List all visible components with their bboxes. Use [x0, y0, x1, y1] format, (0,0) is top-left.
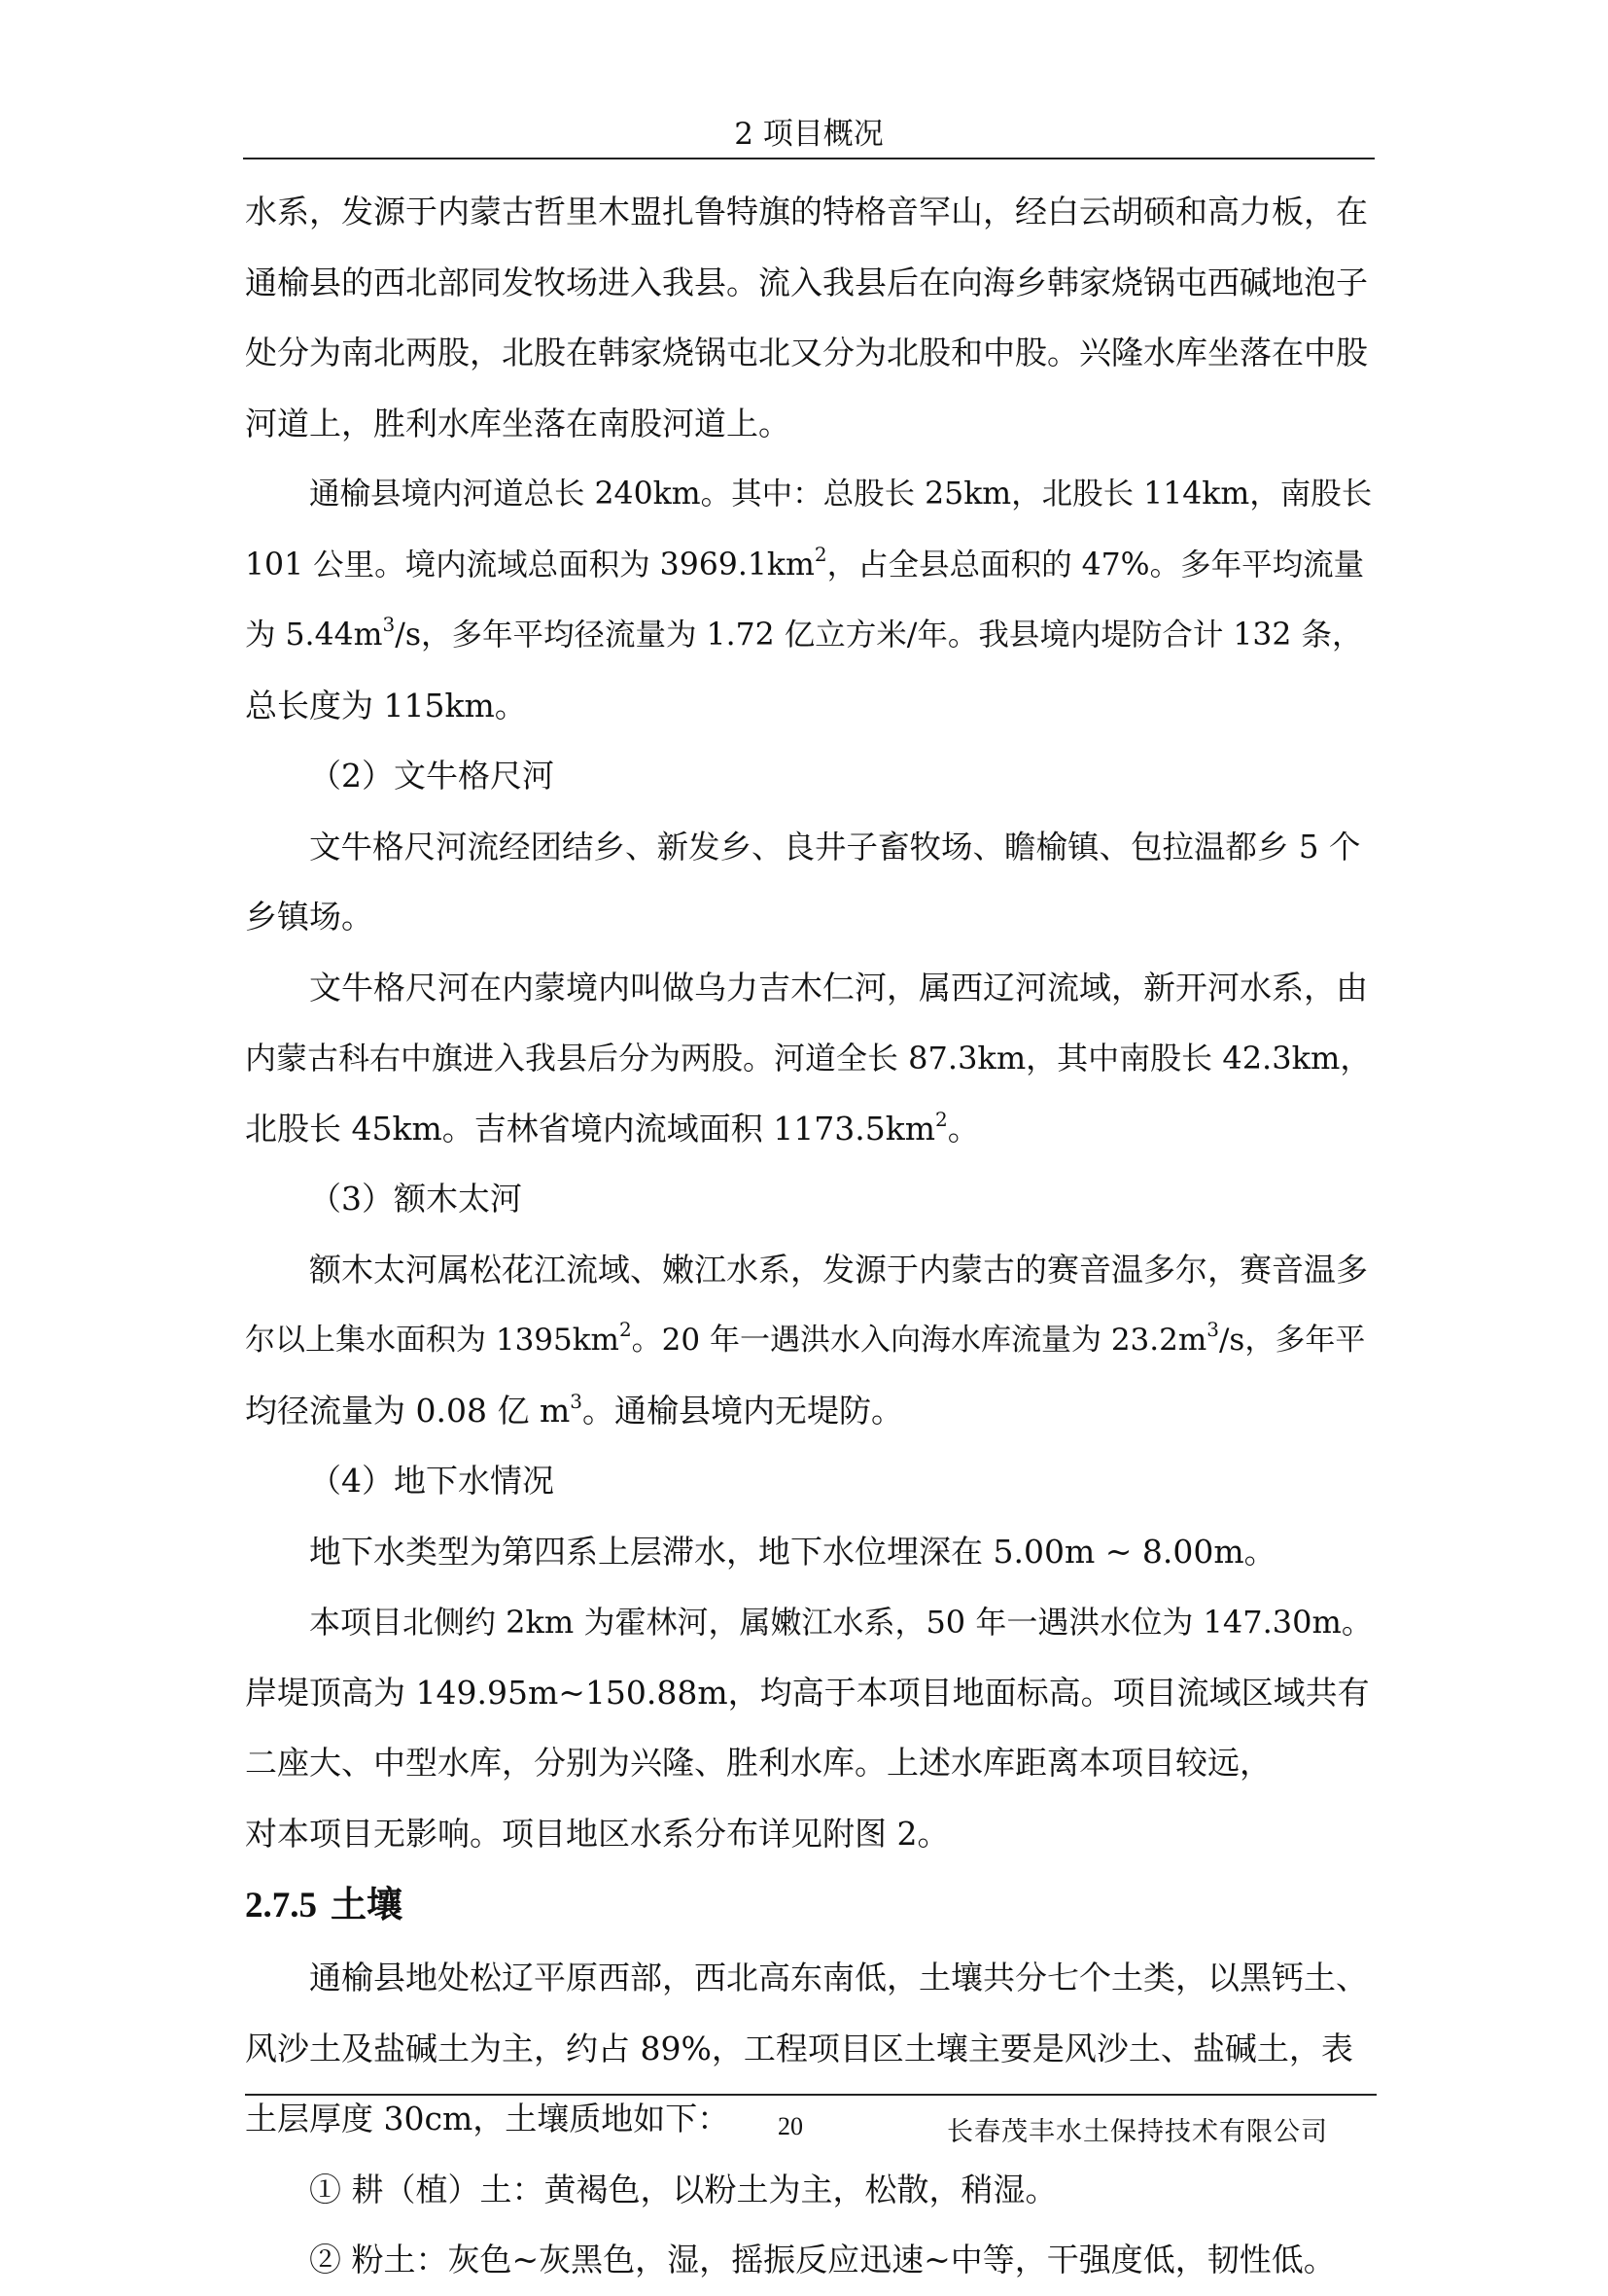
- text-line: 通榆县地处松辽平原西部，西北高东南低，土壤共分七个土类，以黑钙土、: [309, 1959, 1368, 1996]
- text-line: 额木太河属松花江流域、嫩江水系，发源于内蒙古的赛音温多尔，赛音温多: [309, 1250, 1368, 1289]
- section-heading-soil: [245, 1869, 1373, 1943]
- header-rule: [243, 158, 1375, 159]
- text-run: /s，多年平: [1218, 1323, 1366, 1358]
- text-line: 风沙土及盐碱土为主，约占 89%，工程项目区土壤主要是风沙土、盐碱土，表: [245, 2029, 1353, 2067]
- text-line: 乡镇场。: [245, 898, 373, 936]
- superscript: 2: [618, 1318, 632, 1341]
- paragraph-huolin-river: [245, 1587, 1373, 1869]
- paragraph-groundwater-type: 地下水类型为第四系上层滞水，地下水位埋深在 5.00m ~ 8.00m。: [309, 1532, 1276, 1571]
- text-line: 岸堤顶高为 149.95m~150.88m，均高于本项目地面标高。项目流域区域共有: [245, 1673, 1370, 1712]
- text-run: 北股长 45km。吉林省境内流域面积 1173.5km: [245, 1109, 936, 1148]
- text-run: 尔以上集水面积为 1395km: [245, 1323, 619, 1358]
- subheading-emutai-river: （3）额木太河: [309, 1180, 522, 1218]
- text-run: 均径流量为 0.08 亿 m: [245, 1391, 571, 1430]
- text-run: ，占全县总面积的 47%。多年平均流量: [826, 547, 1365, 583]
- text-run: 101 公里。境内流域总面积为 3969.1km: [245, 547, 815, 583]
- text-line: 河道上，胜利水库坐落在南股河道上。: [245, 404, 790, 442]
- superscript: 3: [570, 1389, 582, 1413]
- list-item-topsoil: ① 耕（植）土：黄褐色，以粉土为主，松散，稍湿。: [309, 2170, 1058, 2208]
- text-run: 。通榆县境内无堤防。: [581, 1391, 903, 1430]
- text-line: 内蒙古科右中旗进入我县后分为两股。河道全长 87.3km，其中南股长 42.3km，: [245, 1040, 1372, 1077]
- text-line: [245, 1094, 1373, 1165]
- text-line: [245, 1376, 1373, 1447]
- text-line: 通榆县的西北部同发牧场进入我县。流入我县后在向海乡韩家烧锅屯西碱地泡子: [245, 263, 1368, 301]
- superscript: 3: [1206, 1318, 1219, 1341]
- paragraph-emutai-detail: [245, 1235, 1373, 1447]
- text-line: 土层厚度 30cm，土壤质地如下：: [245, 2100, 730, 2137]
- company-name: 长春茂丰水土保持技术有限公司: [947, 2117, 1328, 2147]
- subheading-wenniugechi-river: （2）文牛格尺河: [309, 757, 554, 795]
- superscript: 2: [935, 1107, 948, 1131]
- paragraph-wenniugechi-detail: [245, 953, 1373, 1165]
- text-line: 水系，发源于内蒙古哲里木盟扎鲁特旗的特格音罕山，经白云胡硕和高力板，在: [245, 193, 1368, 230]
- text-line: 通榆县境内河道总长 240km。其中：总股长 25km，北股长 114km，南股长: [309, 477, 1373, 512]
- subheading-groundwater: （4）地下水情况: [309, 1462, 554, 1500]
- footer-rule: [245, 2094, 1377, 2096]
- section-title: 土壤: [331, 1886, 402, 1925]
- text-line: [245, 1305, 1373, 1376]
- text-line: 总长度为 115km。: [245, 686, 527, 724]
- text-run: 。20 年一遇洪水入向海水库流量为 23.2m: [631, 1323, 1207, 1358]
- text-line: 对本项目无影响。项目地区水系分布详见附图 2。: [245, 1814, 950, 1853]
- text-line: 处分为南北两股，北股在韩家烧锅屯北又分为北股和中股。兴隆水库坐落在中股: [245, 334, 1368, 371]
- page-number: 20: [778, 2112, 803, 2140]
- text-line: [245, 530, 1373, 601]
- text-line: [245, 600, 1373, 671]
- text-run: 为 5.44m: [245, 618, 383, 653]
- text-line: 文牛格尺河流经团结乡、新发乡、良井子畜牧场、瞻榆镇、包拉温都乡 5 个: [309, 828, 1361, 865]
- list-item-silt: ② 粉土：灰色~灰黑色，湿，摇振反应迅速~中等，干强度低，韧性低。: [309, 2241, 1336, 2278]
- text-line: 二座大、中型水库，分别为兴隆、胜利水库。上述水库距离本项目较远，: [245, 1744, 1272, 1782]
- text-run: /s，多年平均径流量为 1.72 亿立方米/年。我县境内堤防合计 132 条，: [395, 618, 1363, 653]
- paragraph-wenniugechi-route: [245, 812, 1373, 953]
- running-header: 2 项目概况: [734, 117, 884, 152]
- page-body: [245, 177, 1373, 2296]
- superscript: 2: [814, 542, 827, 566]
- text-run: 。: [947, 1109, 980, 1148]
- paragraph-river-system: [245, 177, 1373, 459]
- section-number: 2.7.5: [245, 1886, 317, 1925]
- text-line: 本项目北侧约 2km 为霍林河，属嫩江水系，50 年一遇洪水位为 147.30m。: [309, 1604, 1373, 1641]
- superscript: 3: [382, 613, 396, 636]
- text-line: 文牛格尺河在内蒙境内叫做乌力吉木仁河，属西辽河流域，新开河水系，由: [309, 968, 1368, 1007]
- paragraph-river-length: [245, 459, 1373, 741]
